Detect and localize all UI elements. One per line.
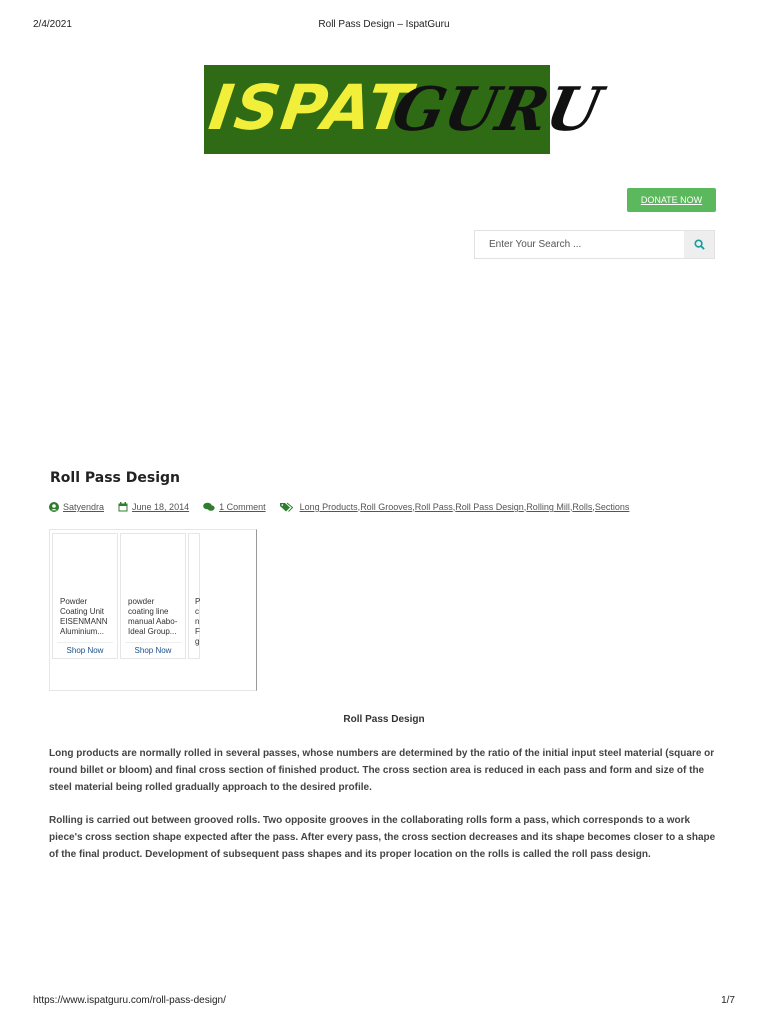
print-url: https://www.ispatguru.com/roll-pass-design/ [33,995,226,1006]
article-paragraph: Long products are normally rolled in several passes, whose numbers are determined by the ratio of the initial input steel material (square or round billet or bloom) and final cross section of finished product. The cross section area is reduced in each pass and form and size of the steel material being rolled gradually approach to the desired profile. [49,748,715,793]
tag-link[interactable]: Long Products [299,502,358,512]
tag-link[interactable]: Rolls [572,502,593,512]
ad-text-line: Aluminium... [60,627,105,636]
article-heading: Roll Pass Design [343,714,425,725]
ad-card-text [195,597,253,647]
article-paragraph: Rolling is carried out between grooved rolls. Two opposite grooves in the collaborating rolls form a pass, which corresponds to a work piece's cross section shape expected after the pass. After every pass, the cross section decreases and its shape becomes closer to a shape of the final product. Development of subsequent pass shapes and its proper location on the rolls is called the roll pass design. [49,815,716,860]
post-meta [49,500,629,514]
meta-author [49,502,104,512]
search-icon [694,239,705,250]
print-page-number: 1/7 [721,995,735,1006]
tags-icon [280,502,293,512]
meta-tags: Long Products , Roll Grooves , Roll Pass , Roll Pass Design , Rolling Mill , Rolls , Sections [280,502,630,512]
ad-card[interactable] [120,533,186,659]
ad-text-line: Powder [60,597,88,606]
ad-carousel [49,529,257,691]
meta-comments [203,502,266,512]
tag-link[interactable]: Roll Pass [414,502,453,512]
print-header [0,19,768,33]
ad-text-line: Ideal Group... [128,627,177,636]
tag-link[interactable]: Roll Grooves [360,502,413,512]
user-icon [49,502,59,512]
comments-link[interactable]: 1 Comment [219,502,266,512]
meta-date [118,502,189,512]
print-date: 2/4/2021 [33,19,72,30]
shop-now-link[interactable]: Shop Now [134,646,172,655]
ad-text-line: P [195,597,201,606]
ad-card[interactable] [188,533,200,659]
ad-card-text [128,597,186,637]
logo-word-guru: GURU [386,75,608,145]
search-input[interactable] [475,231,685,258]
ad-divider [125,642,181,643]
author-link[interactable]: Satyendra [63,502,105,512]
ad-divider [57,642,113,643]
ad-text-line: Coating Unit [60,607,105,616]
ad-text-line: n [195,617,200,626]
calendar-icon [118,502,128,512]
tag-link[interactable]: Sections [594,502,630,512]
search-form [474,230,715,259]
post-title: Roll Pass Design [50,470,180,486]
ad-text-line: manual Aabo- [128,617,178,626]
print-page-title: Roll Pass Design – IspatGuru [318,19,450,30]
site-logo[interactable] [204,65,608,154]
logo-word-ispat: ISPAT [204,71,418,144]
ad-text-line: g [195,637,200,646]
ad-text-line: coating line [128,607,169,616]
tag-link[interactable]: Rolling Mill [526,502,570,512]
print-footer [0,995,768,1009]
search-button[interactable] [684,231,714,258]
shop-now-link[interactable]: Shop Now [66,646,104,655]
ad-text-line: c [195,607,199,616]
donate-button[interactable]: DONATE NOW [627,188,716,212]
ad-text-line: F [195,627,200,636]
ad-text-line: powder [128,597,155,606]
ad-card[interactable] [52,533,118,659]
date-link[interactable]: June 18, 2014 [132,502,190,512]
comments-icon [203,502,215,512]
ad-text-line: EISENMANN [60,617,108,626]
ad-card-text [60,597,118,637]
tag-link[interactable]: Roll Pass Design [455,502,524,512]
